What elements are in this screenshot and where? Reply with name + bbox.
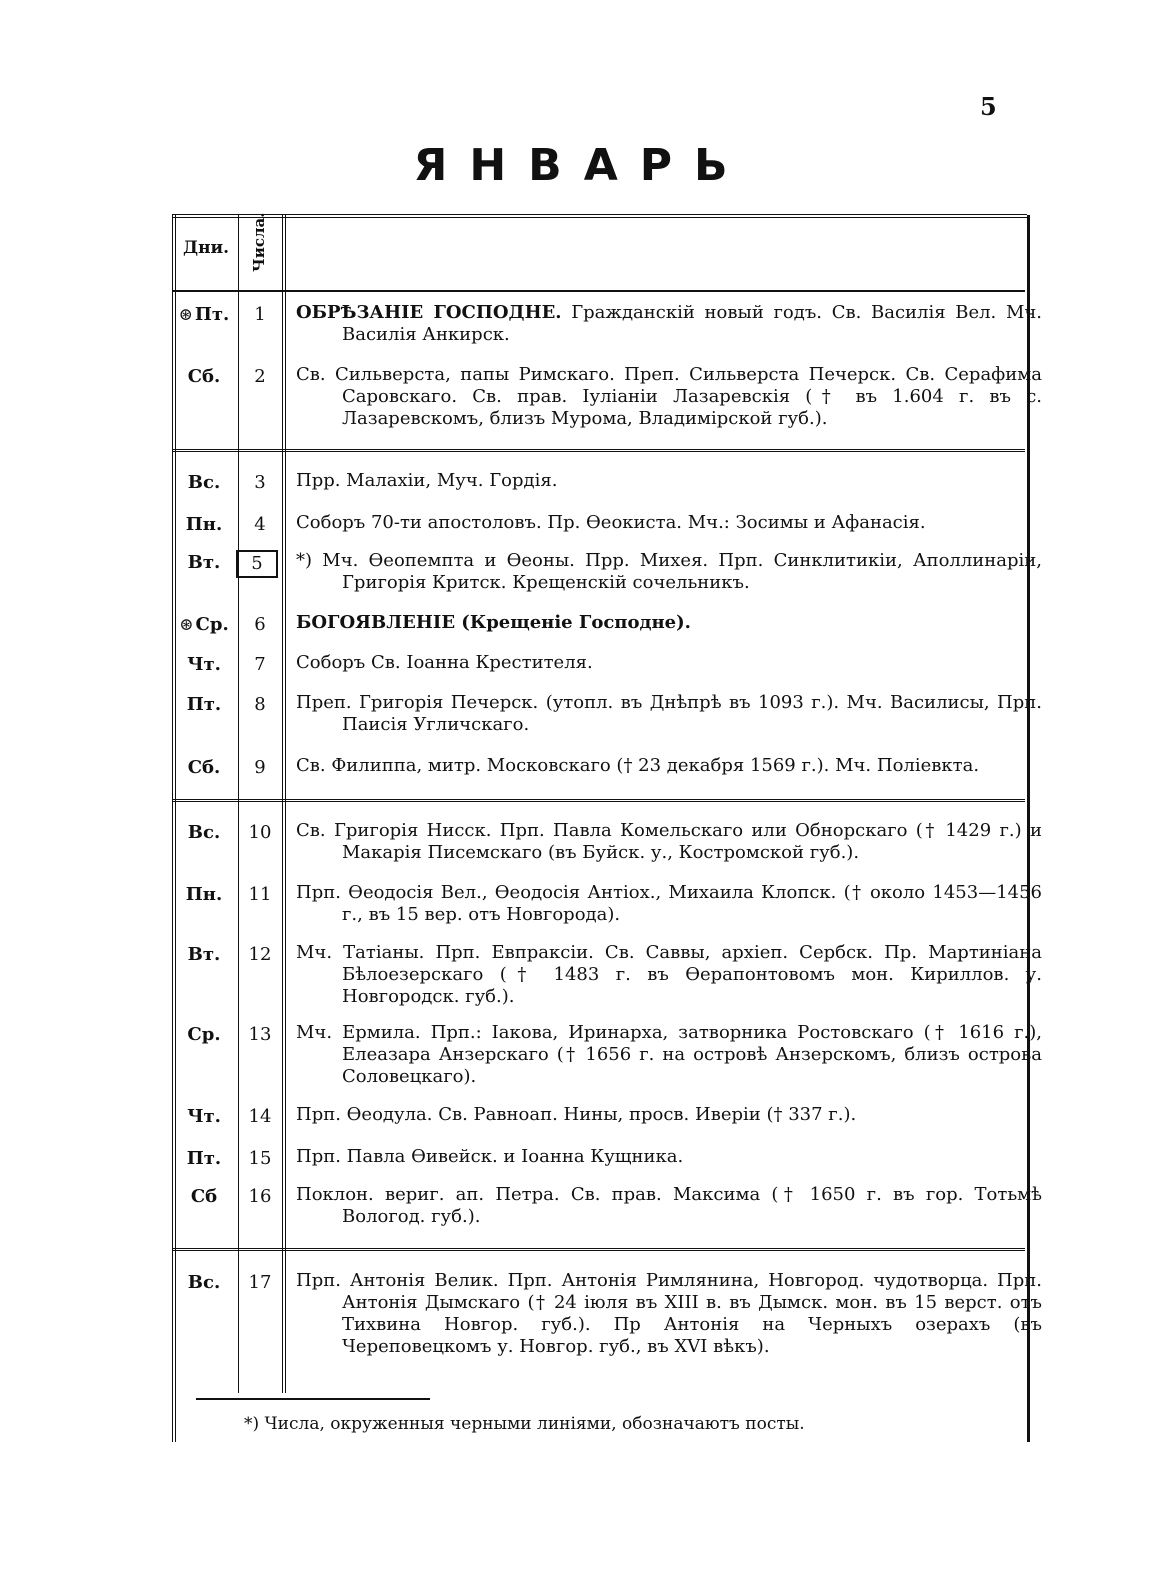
column-divider-numbers <box>282 215 286 1393</box>
row-number: 15 <box>248 1148 272 1169</box>
column-divider-days <box>238 215 239 1393</box>
row-day <box>172 822 236 843</box>
row-day-label: Пн. <box>185 884 223 905</box>
row-number: 6 <box>254 614 266 635</box>
row-day <box>172 552 236 573</box>
row-text-body: Прп. Антонія Велик. Прп. Антонія Римлянина, Новгород. чудотворца. Прп. Антонія Дымскаго († 24 іюля въ XIII в. въ Дымск. мон. въ 15 верст. отъ Тихвина Новгор. губ.). Пр Антонія на Черныхъ озерахъ (въ Череповецкомъ у. Новгор. губ., въ XVI вѣкъ). <box>296 1270 1042 1357</box>
feast-cross-icon: ⊛ <box>178 305 193 325</box>
row-number: 7 <box>254 654 266 675</box>
week-rule <box>172 1248 1025 1251</box>
footnote: *) Числа, окруженныя черными линіями, обозначаютъ посты. <box>244 1414 805 1434</box>
row-number: 3 <box>254 472 266 493</box>
row-number: 13 <box>248 1024 272 1045</box>
row-day <box>172 694 236 715</box>
row-text <box>296 364 1042 430</box>
row-day-label: Вт. <box>187 552 221 573</box>
row-day <box>172 1106 236 1127</box>
row-text <box>296 512 1042 534</box>
footnote-rule <box>196 1398 430 1400</box>
row-text-body: Св. Филиппа, митр. Московскаго († 23 декабря 1569 г.). Мч. Поліевкта. <box>296 755 980 776</box>
row-day <box>172 1272 236 1293</box>
row-day-label: Чт. <box>187 1106 221 1127</box>
page-number: 5 <box>980 92 997 121</box>
row-text-body: Соборъ 70-ти апостоловъ. Пр. Ѳеокиста. Мч.: Зосимы и Афанасія. <box>296 512 926 533</box>
row-number: 1 <box>254 304 266 325</box>
row-text <box>296 755 1042 777</box>
row-text <box>296 1022 1042 1088</box>
month-title: ЯНВАРЬ <box>413 140 750 191</box>
row-day-label: Пн. <box>185 514 223 535</box>
row-number: 11 <box>248 884 272 905</box>
week-rule <box>172 449 1025 452</box>
row-text <box>296 820 1042 864</box>
row-text <box>296 652 1042 674</box>
header-rule <box>172 290 1025 292</box>
row-day-label: Ср. <box>187 1024 221 1045</box>
row-day-label: Чт. <box>187 654 221 675</box>
row-text-body: Св. Сильверста, папы Римскаго. Преп. Сильверста Печерск. Св. Серафима Саровскаго. Св. прав. Іуліаніи Лазаревскія († въ 1.604 г. въ с. Лазаревскомъ, близъ Мурома, Владимірской губ.). <box>296 364 1042 429</box>
row-text <box>296 1104 1042 1126</box>
row-text-body: Прп. Ѳеодосія Вел., Ѳеодосія Антіох., Михаила Клопск. († около 1453—1456 г., въ 15 вер. отъ Новгорода). <box>296 882 1042 925</box>
row-text <box>296 550 1042 594</box>
row-text <box>296 302 1042 346</box>
row-text-body: *) Мч. Ѳеопемпта и Ѳеоны. Прр. Михея. Прп. Синклитикіи, Аполлинаріи, Григорія Критск. Крещенскій сочельникъ. <box>296 550 1042 593</box>
row-day <box>172 654 236 675</box>
row-text-body: Мч. Татіаны. Прп. Евпраксіи. Св. Саввы, архіеп. Сербск. Пр. Мартиніана Бѣлоезерскаго († 1483 г. въ Ѳерапонтовомъ мон. Кириллов. у. Новгородск. губ.). <box>296 942 1042 1007</box>
row-day-label: Ср. <box>195 614 229 635</box>
row-number: 17 <box>248 1272 272 1293</box>
row-day <box>172 514 236 535</box>
row-day <box>172 1186 236 1207</box>
row-number: 8 <box>254 694 266 715</box>
row-text-body: Прп. Павла Ѳивейск. и Іоанна Кущника. <box>296 1146 684 1167</box>
row-day <box>172 884 236 905</box>
row-text <box>296 882 1042 926</box>
row-day <box>172 304 236 325</box>
row-day <box>172 757 236 778</box>
row-day <box>172 614 236 635</box>
row-text-body: Мч. Ермила. Прп.: Іакова, Иринарха, затворника Ростовскаго († 1616 г.), Елеазара Анзерскаго († 1656 г. на островѣ Анзерскомъ, близъ острова Соловецкаго). <box>296 1022 1042 1087</box>
row-day-label: Вс. <box>187 1272 221 1293</box>
row-day-label: Пт. <box>194 304 230 325</box>
feast-title: ОБРѢЗАНІЕ ГОСПОДНЕ. <box>296 302 562 323</box>
row-text-body: Гражданскій новый годъ. Св. Василія Вел. Мч. Василія Анкирск. <box>342 302 1043 345</box>
row-number: 16 <box>248 1186 272 1207</box>
row-number: 2 <box>254 366 266 387</box>
row-text-body: Прп. Ѳеодула. Св. Равноап. Нины, просв. Иверіи († 337 г.). <box>296 1104 857 1125</box>
row-text <box>296 942 1042 1008</box>
row-day <box>172 944 236 965</box>
row-text-body: Поклон. вериг. ап. Петра. Св. прав. Максима († 1650 г. въ гор. Тотьмѣ Вологод. губ.). <box>296 1184 1042 1227</box>
row-day-label: Вс. <box>187 822 221 843</box>
row-day-label: Сб <box>190 1186 218 1207</box>
row-day-label: Вс. <box>187 472 221 493</box>
row-day-label: Сб. <box>187 366 221 387</box>
row-day-label: Пт. <box>186 1148 222 1169</box>
row-number: 14 <box>248 1106 272 1127</box>
feast-cross-icon: ⊛ <box>179 615 194 635</box>
row-text-body: Прр. Малахіи, Муч. Гордія. <box>296 470 558 491</box>
header-numbers <box>236 212 284 280</box>
row-text <box>296 1146 1042 1168</box>
row-text <box>296 612 1042 634</box>
feast-title: БОГОЯВЛЕНІЕ (Крещеніе Господне). <box>296 612 691 633</box>
row-day <box>172 472 236 493</box>
row-number-fast: 5 <box>236 550 278 578</box>
row-day-label: Сб. <box>187 757 221 778</box>
row-text <box>296 470 1042 492</box>
row-text <box>296 1184 1042 1228</box>
row-text <box>296 692 1042 736</box>
row-day <box>172 1148 236 1169</box>
row-day-label: Вт. <box>187 944 221 965</box>
row-text <box>296 1270 1042 1358</box>
row-number: 9 <box>254 757 266 778</box>
header-days: Дни. <box>182 238 230 258</box>
row-day-label: Пт. <box>186 694 222 715</box>
row-text-body: Соборъ Св. Іоанна Крестителя. <box>296 652 593 673</box>
row-text-body: Св. Григорія Нисск. Прп. Павла Комельскаго или Обнорскаго († 1429 г.) и Макарія Писемскаго (въ Буйск. у., Костромской губ.). <box>296 820 1042 863</box>
row-number: 4 <box>254 514 266 535</box>
week-rule <box>172 799 1025 802</box>
row-text-body: Преп. Григорія Печерск. (утопл. въ Днѣпрѣ въ 1093 г.). Мч. Василисы, Прп. Паисія Угличскаго. <box>296 692 1042 735</box>
row-day <box>172 366 236 387</box>
header-numbers-label: Числа. <box>250 212 268 272</box>
row-day <box>172 1024 236 1045</box>
row-number: 12 <box>248 944 272 965</box>
row-number: 10 <box>248 822 272 843</box>
